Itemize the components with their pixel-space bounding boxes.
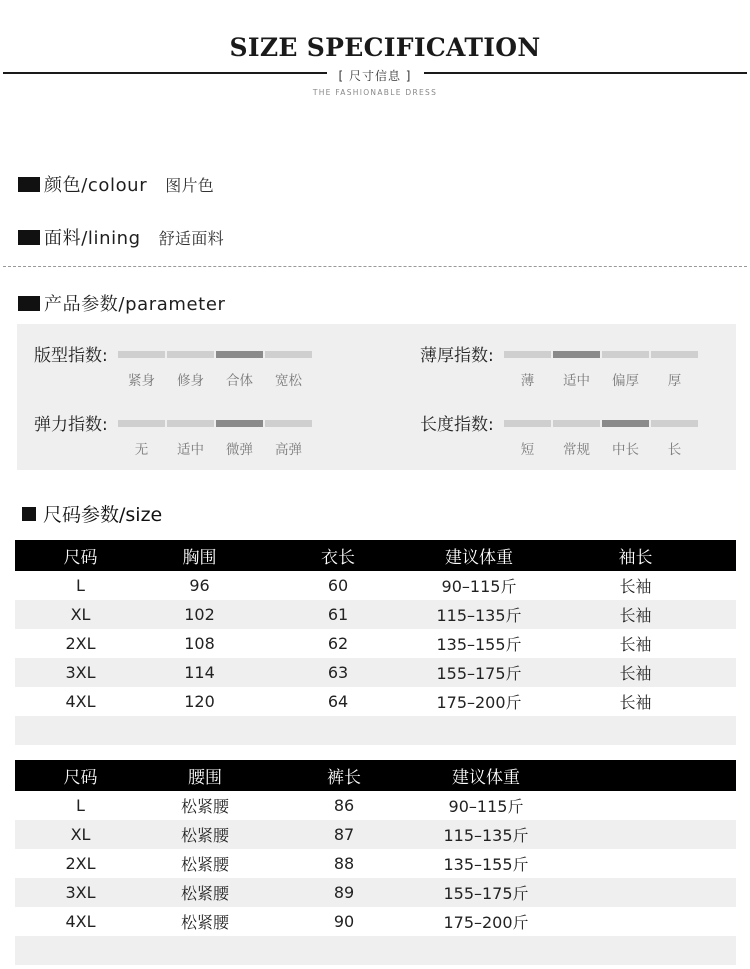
bullet-square-icon [18,296,40,311]
gauge-option: 偏厚 [612,373,639,389]
gauge-options [504,369,698,389]
table-row [15,658,736,687]
table-row [15,571,736,600]
attribute-colour [18,171,214,197]
table-cell: 3XL [15,878,146,907]
dashed-divider [3,266,747,267]
gauge-option: 修身 [177,373,204,389]
table-cell: XL [15,600,146,629]
table-cell: 3XL [15,658,146,687]
gauge-option: 厚 [667,373,682,389]
gauge-bar [118,420,312,427]
table-cell: 89 [264,878,424,907]
table-cell: 4XL [65,912,96,931]
gauge-label: 长度指数: [420,415,494,435]
table-header-cell: 腰围 [146,760,264,791]
table-cell: 155–175斤 [424,878,548,907]
gauge-options [118,369,312,389]
table-cell: 96 [189,576,210,595]
bullet-square-icon [22,507,36,521]
table-cell: 松紧腰 [180,855,229,874]
table-row [15,907,736,936]
table-blank-cell [15,936,736,965]
gauge-segment [651,351,698,358]
spec-header [0,0,750,110]
gauge-segment [553,420,600,427]
gauge-option: 无 [134,442,149,458]
table-cell: 64 [327,692,349,711]
gauge-options [504,438,698,458]
gauge-thickness [420,341,740,391]
gauge-segment [167,351,214,358]
table-blank-cell [15,716,736,745]
gauge-option: 长 [667,442,682,458]
table-cell: 175–200斤 [436,693,522,712]
table-header-cell: 建议体重 [423,540,535,571]
gauge-segment [216,420,263,427]
gauge-fit [34,341,354,391]
table-header-cell: 衣长 [253,540,423,571]
table-header-row [15,760,736,791]
table-cell [548,878,736,907]
gauge-option: 合体 [226,373,253,389]
table-cell: 长袖 [619,635,652,654]
table-cell: 63 [253,658,423,687]
table-cell [548,820,736,849]
bullet-square-icon [18,230,40,245]
subtitle-text: [ 尺寸信息 ] [327,67,424,84]
table-row [15,629,736,658]
table-cell: L [76,796,85,815]
subtitle [0,65,750,84]
attribute-label: 面料/lining [44,228,141,249]
table-header-cell: 建议体重 [424,760,548,791]
table-cell: 115–135斤 [424,820,548,849]
gauge-option: 薄 [520,373,535,389]
table-cell: 90–115斤 [448,797,524,816]
attribute-lining [18,224,224,250]
gauge-segment [602,420,649,427]
gauge-segment [553,351,600,358]
gauge-label: 薄厚指数: [420,346,494,366]
tagline: THE FASHIONABLE DRESS [312,88,438,97]
gauge-segment [651,420,698,427]
gauge-option: 紧身 [128,373,155,389]
table-header-cell: 尺码 [15,540,146,571]
table-cell: 155–175斤 [423,658,535,687]
table-header-cell: 裤长 [264,760,424,791]
gauge-segment [167,420,214,427]
attribute-label: 颜色/colour [44,175,148,196]
table-cell: 60 [327,576,349,595]
gauge-bar [504,351,698,358]
table-cell: 135–155斤 [436,635,522,654]
parameter-heading [18,290,226,316]
gauge-option: 宽松 [275,373,302,389]
table-row [15,878,736,907]
table-cell: 长袖 [619,577,652,596]
table-cell: 88 [333,854,355,873]
table-cell: 102 [146,600,253,629]
table-cell: 松紧腰 [180,913,229,932]
gauge-segment [118,420,165,427]
table-cell: 松紧腰 [146,878,264,907]
table-cell: 长袖 [535,658,736,687]
table-header-cell: 袖长 [535,540,736,571]
table-row [15,687,736,716]
table-cell [548,791,736,820]
table-cell: 86 [333,796,355,815]
table-cell: 2XL [65,854,96,873]
table-cell: 松紧腰 [180,797,229,816]
table-cell: 61 [253,600,423,629]
gauge-elasticity [34,410,354,460]
table-cell: 120 [184,692,215,711]
table-blank-row [15,936,736,965]
gauge-segment [602,351,649,358]
gauge-option: 高弹 [275,442,302,458]
gauge-bar [118,351,312,358]
table-header-cell: 尺码 [15,760,146,791]
bullet-square-icon [18,177,40,192]
gauge-option: 常规 [563,442,590,458]
gauge-option: 适中 [177,442,204,458]
parameter-panel [17,324,736,470]
table-header-row [15,540,736,571]
table-row [15,820,736,849]
table-row [15,600,736,629]
table-cell: 115–135斤 [423,600,535,629]
gauge-option: 短 [520,442,535,458]
parameter-heading-label: 产品参数/parameter [44,294,226,315]
top-size-table [15,540,736,745]
gauge-segment [504,420,551,427]
table-cell: 62 [327,634,349,653]
table-header-cell [548,760,736,791]
table-cell: XL [15,820,146,849]
table-row [15,791,736,820]
table-cell: L [76,576,85,595]
gauge-segment [265,420,312,427]
table-blank-row [15,716,736,745]
gauge-segment [504,351,551,358]
table-cell: 114 [146,658,253,687]
size-heading-label: 尺码参数/size [43,504,163,526]
table-cell: 87 [264,820,424,849]
table-cell: 松紧腰 [146,820,264,849]
table-header-cell: 胸围 [146,540,253,571]
table-row [15,849,736,878]
gauge-options [118,438,312,458]
table-cell: 135–155斤 [443,855,529,874]
page-title: SIZE SPECIFICATION [229,33,541,62]
gauge-option: 中长 [612,442,639,458]
table-cell: 90–115斤 [441,577,517,596]
table-cell: 175–200斤 [443,913,529,932]
table-cell: 4XL [65,692,96,711]
size-heading [22,500,162,527]
gauge-bar [504,420,698,427]
table-cell: 108 [184,634,215,653]
attribute-value: 图片色 [165,175,215,195]
gauge-option: 微弹 [226,442,253,458]
table-cell [548,849,736,878]
bottom-size-table [15,760,736,965]
gauge-length [420,410,740,460]
table-cell: 90 [333,912,355,931]
table-cell: 长袖 [535,600,736,629]
table-cell [548,907,736,936]
table-cell: 长袖 [619,693,652,712]
table-cell: 2XL [65,634,96,653]
gauge-option: 适中 [563,373,590,389]
gauge-segment [265,351,312,358]
gauge-label: 弹力指数: [34,415,108,435]
gauge-segment [118,351,165,358]
attribute-value: 舒适面料 [158,228,224,248]
gauge-segment [216,351,263,358]
gauge-label: 版型指数: [34,346,108,366]
